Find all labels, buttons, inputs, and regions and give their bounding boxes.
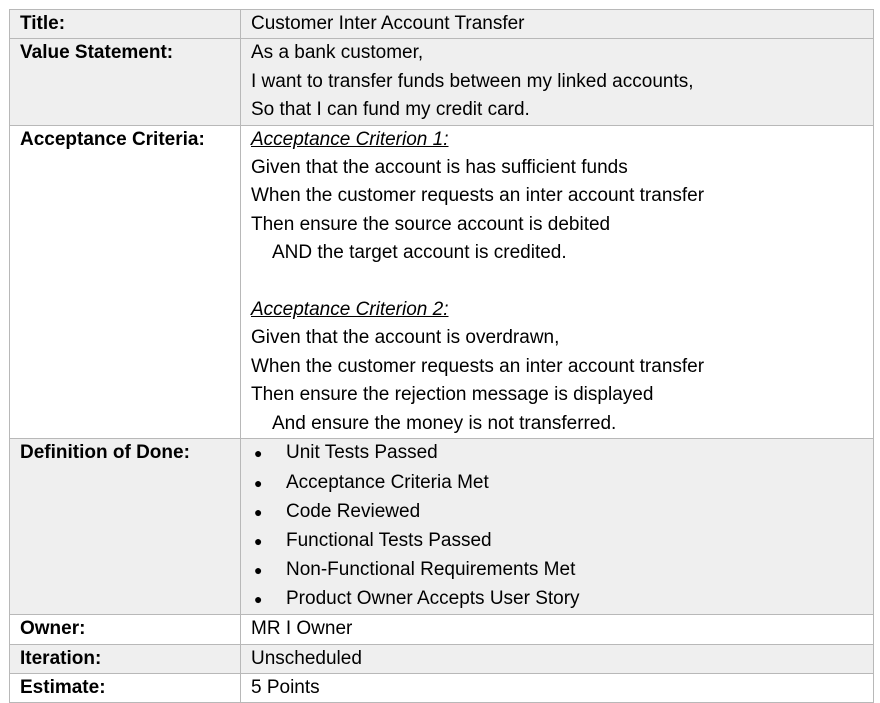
- estimate-value: 5 Points: [241, 674, 874, 703]
- list-item: [251, 527, 867, 556]
- acceptance-criteria-row: [10, 125, 874, 438]
- value-statement-label: Value Statement:: [10, 39, 241, 125]
- acceptance-criteria-label: Acceptance Criteria:: [10, 125, 241, 438]
- list-item: [251, 556, 867, 585]
- criterion-1-then: Then ensure the source account is debited: [251, 213, 611, 235]
- value-statement-line: I want to transfer funds between my linked accounts,: [251, 70, 694, 92]
- criterion-1-given: Given that the account is has sufficient funds: [251, 157, 628, 179]
- owner-row: [10, 615, 874, 644]
- criterion-1-and: AND the target account is credited.: [272, 242, 567, 264]
- definition-of-done-row: [10, 439, 874, 615]
- title-label: Title:: [10, 10, 241, 39]
- criterion-2-and: And ensure the money is not transferred.: [272, 412, 617, 434]
- user-story-table: [9, 9, 874, 703]
- criteria-spacer: [251, 268, 867, 296]
- value-statement-value: [241, 39, 874, 125]
- value-statement-line: As a bank customer,: [251, 42, 424, 64]
- bullet-icon: ●: [254, 591, 263, 608]
- iteration-row: [10, 644, 874, 673]
- criterion-2-given: Given that the account is overdrawn,: [251, 327, 560, 349]
- dod-item-text: Unit Tests Passed: [286, 442, 438, 464]
- definition-of-done-list: [251, 439, 867, 614]
- bullet-icon: ●: [254, 445, 263, 462]
- criterion-1-when: When the customer requests an inter account transfer: [251, 185, 705, 207]
- list-item: [251, 439, 867, 468]
- criterion-1-title: Acceptance Criterion 1:: [251, 128, 449, 150]
- definition-of-done-label: Definition of Done:: [10, 439, 241, 615]
- value-statement-line: So that I can fund my credit card.: [251, 99, 530, 121]
- list-item: [251, 468, 867, 497]
- bullet-icon: ●: [254, 562, 263, 579]
- iteration-value: Unscheduled: [241, 644, 874, 673]
- owner-label: Owner:: [10, 615, 241, 644]
- criterion-2-title: Acceptance Criterion 2:: [251, 299, 449, 321]
- bullet-icon: ●: [254, 503, 263, 520]
- bullet-icon: ●: [254, 533, 263, 550]
- estimate-row: [10, 674, 874, 703]
- dod-item-text: Code Reviewed: [286, 500, 421, 522]
- criterion-2-then: Then ensure the rejection message is displayed: [251, 384, 654, 406]
- value-statement-row: [10, 39, 874, 125]
- dod-item-text: Acceptance Criteria Met: [286, 471, 489, 493]
- definition-of-done-value: [241, 439, 874, 615]
- acceptance-criteria-value: [241, 125, 874, 438]
- title-value: Customer Inter Account Transfer: [241, 10, 874, 39]
- title-row: [10, 10, 874, 39]
- list-item: [251, 585, 867, 614]
- bullet-icon: ●: [254, 474, 263, 491]
- dod-item-text: Product Owner Accepts User Story: [286, 588, 580, 610]
- owner-value: MR I Owner: [241, 615, 874, 644]
- dod-item-text: Non-Functional Requirements Met: [286, 559, 576, 581]
- iteration-label: Iteration:: [10, 644, 241, 673]
- criterion-2-when: When the customer requests an inter account transfer: [251, 355, 705, 377]
- list-item: [251, 497, 867, 526]
- dod-item-text: Functional Tests Passed: [286, 530, 492, 552]
- estimate-label: Estimate:: [10, 674, 241, 703]
